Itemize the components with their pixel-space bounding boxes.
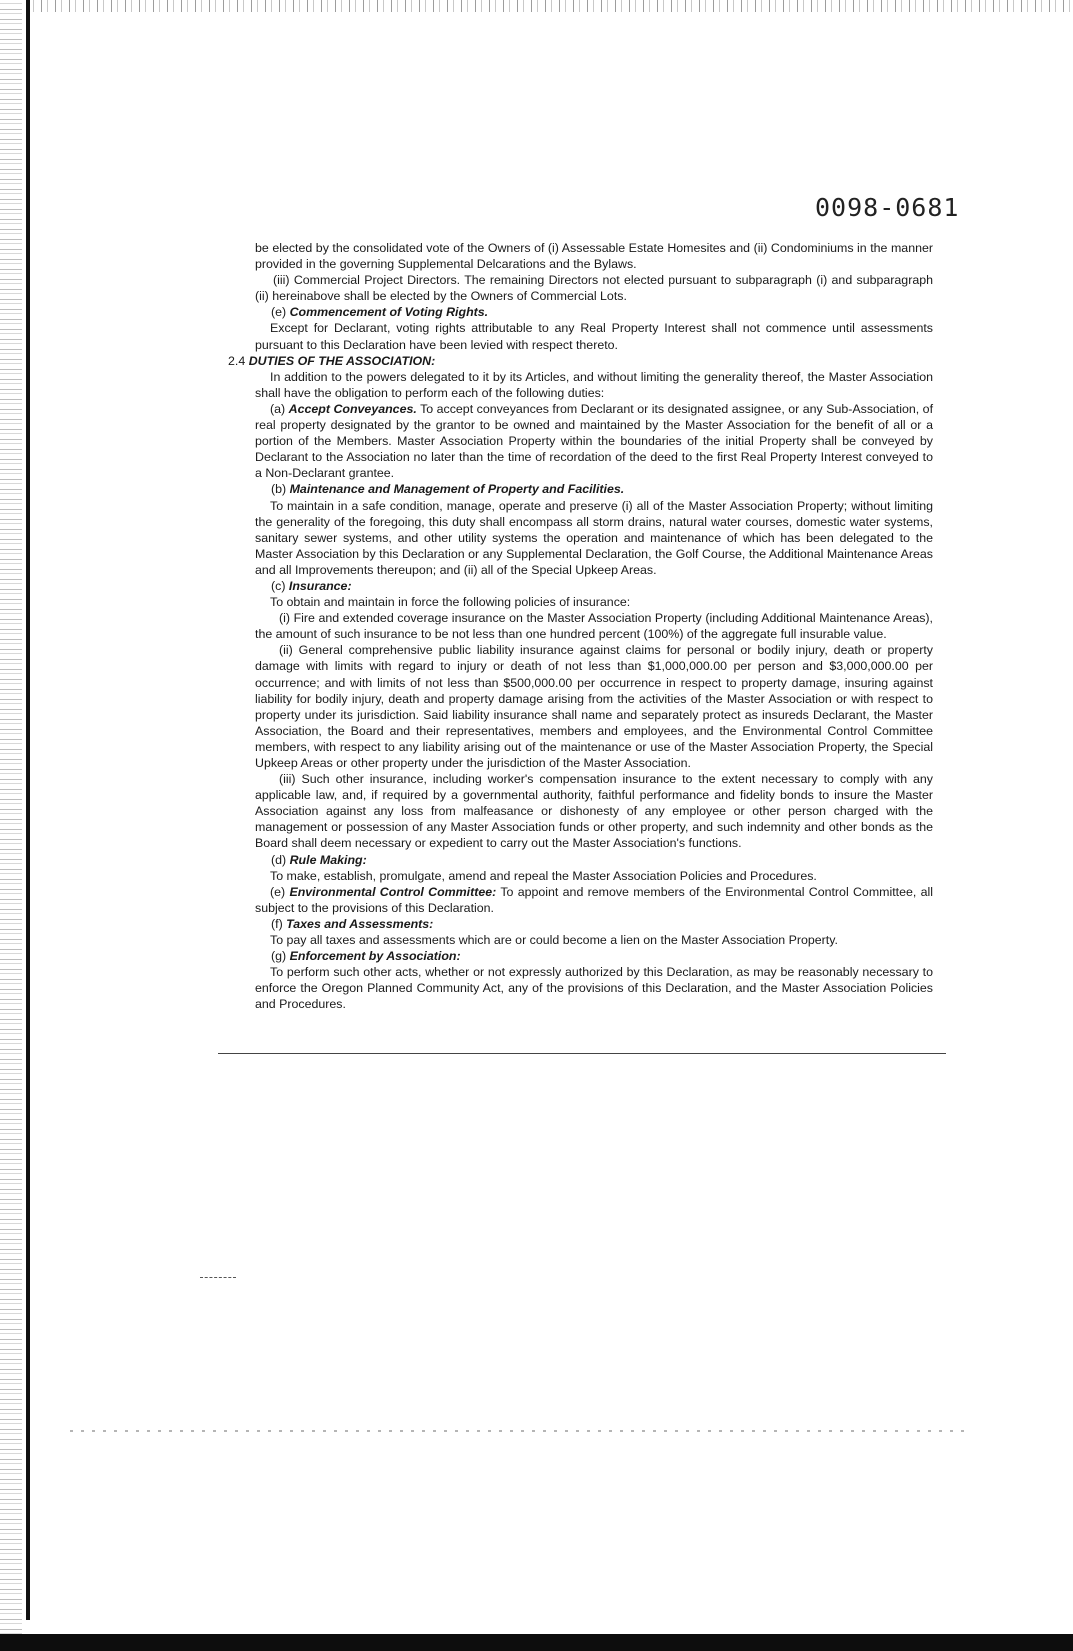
scan-dash-mark [200,1277,236,1278]
heading-commencement-voting [255,304,933,320]
heading-title: Maintenance and Management of Property and Facilities. [289,482,625,497]
paragraph-directors-election: be elected by the consolidated vote of the Owners of (i) Assessable Estate Homesites and (ii) Condominiums in the manner provided in the governing Supplemental Delcarations and the Bylaws. [255,241,933,272]
heading-prefix: (g) [271,949,287,964]
item-text: To appoint and remove members of the Environmental Control Committee, all subject to the provisions of this Declaration. [255,884,934,915]
heading-title: Insurance: [288,578,352,593]
section-title: DUTIES OF THE ASSOCIATION: [248,353,436,368]
document-body [228,240,934,1013]
heading-taxes [255,916,933,932]
scan-left-edge [0,0,22,1651]
paragraph-accept-conveyances [255,401,933,481]
heading-title: Enforcement by Association: [289,949,461,964]
item-title: Accept Conveyances. [288,401,417,416]
item-prefix: (a) [270,401,286,416]
scan-top-edge [0,0,1073,12]
scan-bottom-edge [0,1634,1073,1651]
heading-prefix: (f) [271,916,283,931]
paragraph-commercial-directors: (iii) Commercial Project Directors. The remaining Directors not elected pursuant to subparagraph (i) and subparagraph (ii) hereinabove shall be elected by the Owners of Commercial Lots. [255,273,933,304]
heading-maintenance [255,481,933,497]
section-heading-duties [228,353,933,369]
paragraph-voting-rights: Except for Declarant, voting rights attributable to any Real Property Interest shall not commence until assessments pursuant to this Declaration have been levied with respect thereto. [255,321,933,352]
heading-insurance [255,578,933,594]
paragraph-taxes: To pay all taxes and assessments which are or could become a lien on the Master Association Property. [270,933,838,948]
scan-bottom-noise [70,1430,970,1432]
heading-prefix: (e) [271,305,287,320]
paragraph-environmental-committee [255,884,933,916]
section-number: 2.4 [228,353,246,368]
paragraph-duties-intro: In addition to the powers delegated to it by its Articles, and without limiting the generality thereof, the Master Association shall have the obligation to perform each of the following duties: [255,369,933,400]
heading-prefix: (c) [271,578,286,593]
paragraph-insurance-intro: To obtain and maintain in force the following policies of insurance: [270,595,631,610]
item-title: Environmental Control Committee: [289,884,497,899]
paragraph-insurance-other: (iii) Such other insurance, including worker's compensation insurance to the extent necessary to comply with any applicable law, and, if required by a governmental authority, faithful performance and fidelity bonds to insure the Master Association against any loss from malfeasance or dishonesty of any employee or other person charged with the management or possession of any Master Association funds or other property, and such indemnity and other bonds as the Board shall deem necessary or expedient to carry out the Master Association's functions. [255,772,933,851]
heading-prefix: (d) [271,852,287,867]
item-prefix: (e) [270,884,286,899]
heading-rule-making [255,852,933,868]
heading-prefix: (b) [271,482,287,497]
paragraph-insurance-liability: (ii) General comprehensive public liability insurance against claims for personal or bodily injury, death or property damage with limits with regard to injury or death of not less than $1,000,000.00 per person and $3,000,000.00 per occurrence; and with limits of not less than $500,000.00 per occurrence in respect to property damage, insuring against liability for bodily injury, death and property damage arising from the activities of the Master Association or with respect to property under its jurisdiction. Said liability insurance shall name and separately protect as insureds Declarant, the Master Association, the Board and their representatives, members and employees, and the Environmental Control Committee members, with respect to any liability arising out of the maintenance or use of the Master Association Property, the Special Upkeep Areas or other property under the jurisdiction of the Master Association. [255,643,933,770]
paragraph-maintenance: To maintain in a safe condition, manage, operate and preserve (i) all of the Master Association Property; without limiting the generality of the foregoing, this duty shall encompass all storm drains, natural water courses, domestic water systems, sanitary sewer systems, and other utility systems the operation and maintenance of which has been delegated to the Master Association by this Declaration or any Supplemental Declaration, the Golf Course, the Additional Maintenance Areas and all Improvements thereupon; and (ii) all of the Special Upkeep Areas. [255,498,933,577]
horizontal-rule [218,1053,946,1054]
item-text: To accept conveyances from Declarant or its designated assignee, or any Sub-Association, of real property designated by the grantor to be owned and maintained by the Master Association for the benefit of all or a portion of the Members. Master Association Property within the boundaries of the initial Property shall be conveyed by Declarant to the Association no later than the time of recordation of the deed to the first Real Property Interest conveyed to a Non-Declarant grantee. [255,401,934,481]
paragraph-rule-making: To make, establish, promulgate, amend and repeal the Master Association Policies and Procedures. [270,868,817,883]
paragraph-insurance-fire: (i) Fire and extended coverage insurance on the Master Association Property (including Additional Maintenance Areas), the amount of such insurance to be not less than one hundred percent (100%) of the aggregate full insurable value. [255,611,933,642]
paragraph-enforcement: To perform such other acts, whether or not expressly authorized by this Declaration, as may be reasonably necessary to enforce the Oregon Planned Community Act, any of the provisions of this Declaration, and the Master Association Policies and Procedures. [255,965,933,1012]
heading-enforcement [255,948,933,964]
scan-left-rule [26,0,30,1620]
heading-title: Commencement of Voting Rights. [289,305,489,320]
heading-title: Taxes and Assessments: [286,916,434,931]
page-stamp: 0098-0681 [815,193,960,222]
heading-title: Rule Making: [289,852,367,867]
